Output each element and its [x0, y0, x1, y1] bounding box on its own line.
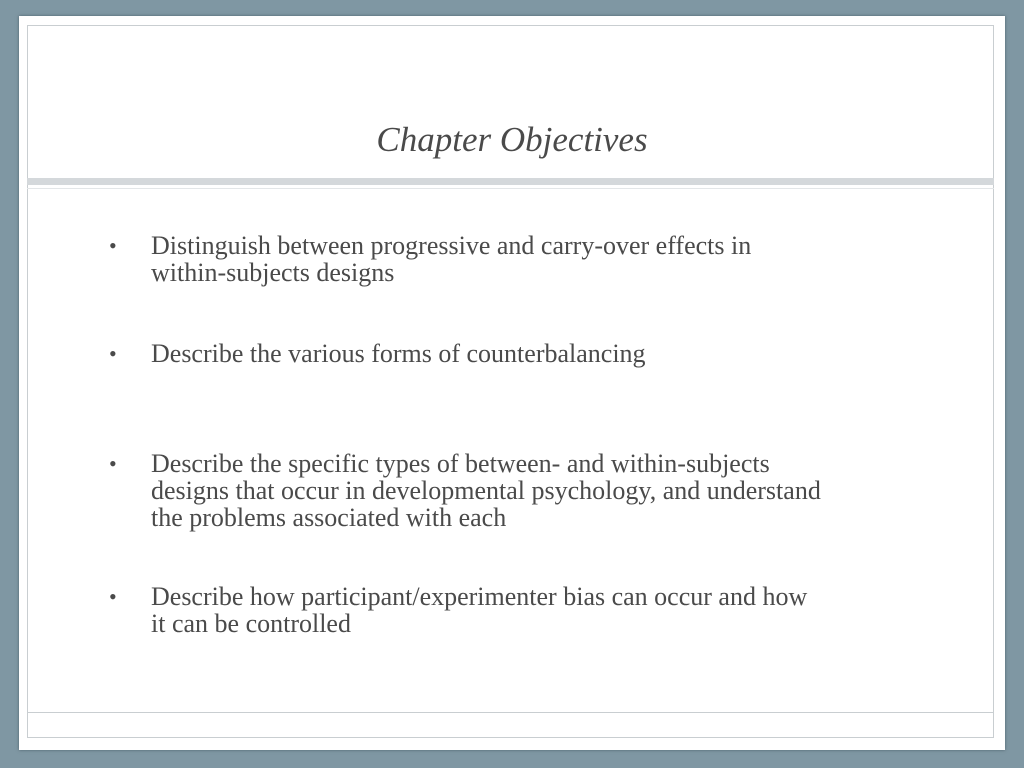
bullet-icon: •	[109, 233, 117, 258]
slide-title: Chapter Objectives	[376, 120, 648, 159]
objective-item	[109, 583, 999, 637]
bullet-icon: •	[109, 584, 117, 609]
objective-text: Describe how participant/experimenter bias can occur and how it can be controlled	[151, 582, 808, 638]
objective-text: Distinguish between progressive and carry-over effects in within-subjects designs	[151, 231, 752, 287]
bullet-icon: •	[109, 341, 117, 366]
objective-item	[109, 340, 999, 367]
footer-divider	[27, 712, 994, 713]
slide	[19, 16, 1005, 750]
bullet-icon: •	[109, 451, 117, 476]
objective-text: Describe the various forms of counterbalancing	[151, 339, 646, 368]
objective-item	[109, 450, 999, 531]
objective-text: Describe the specific types of between- and within-subjects designs that occur in developmental psychology, and understand the problems associated with each	[151, 449, 821, 532]
objectives-list	[19, 16, 1005, 750]
objective-item	[109, 232, 999, 286]
